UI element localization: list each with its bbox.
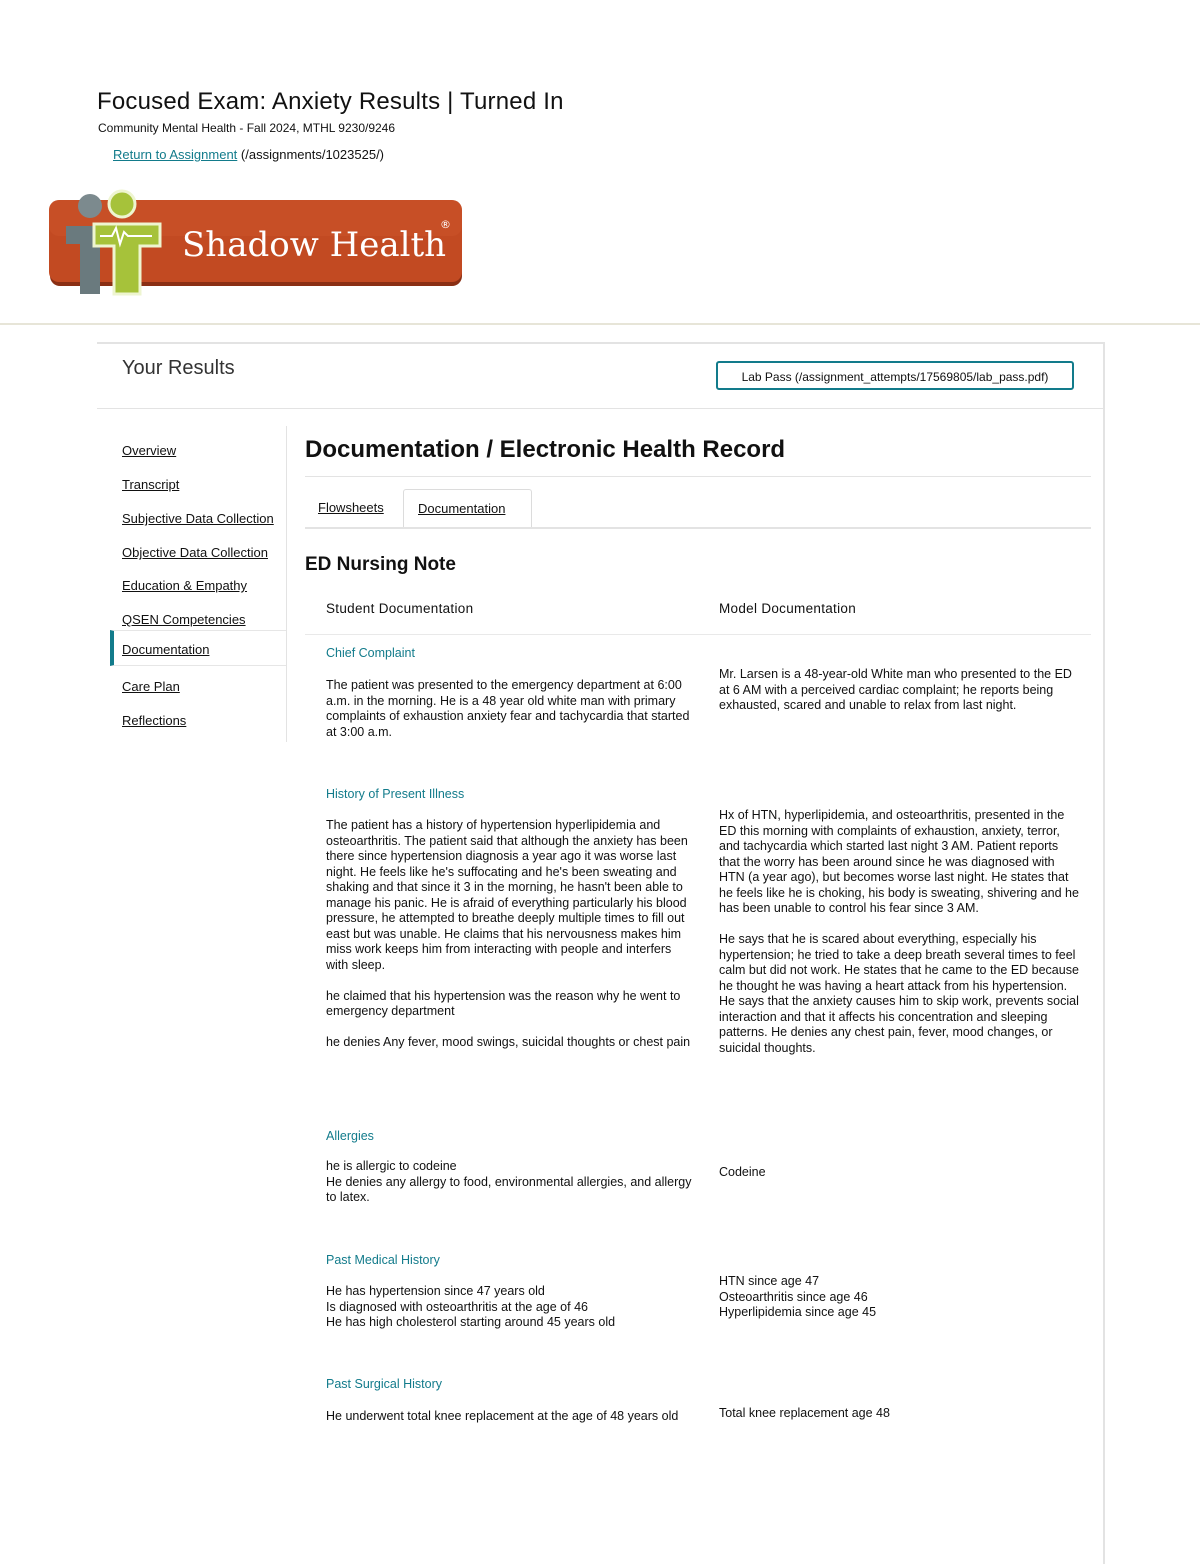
- student-hpi: The patient has a history of hypertension hyperlipidemia and osteoarthritis. The patient said that although the anxiety has been there since hypertension diagnosis a year ago it was worse last night. He feels like he's suffocating and he's been sweating and shaking and that since it 3 in the morning, he hasn't been able to manage his panic. He is afraid of everything particularly his blood pressure, he attempted to breathe deeply multiple times to fill out east but was unable. He claims that his nervousness makes him miss work keeps him from interacting with people and interfers with sleep. he claimed that his hypertension was the reason why he went to emergency department he denies Any fever, mood swings, suicidal thoughts or chest pain: [326, 818, 691, 1049]
- field-label-pmh: Past Medical History: [326, 1253, 440, 1267]
- model-psh: Total knee replacement age 48: [719, 1406, 890, 1420]
- sidebar-item-transcript[interactable]: [110, 465, 286, 499]
- sidebar-item-label: Reflections: [122, 713, 187, 728]
- sidebar-item-label: Care Plan: [122, 679, 180, 694]
- shadow-health-logo-icon: [46, 186, 466, 298]
- sidebar-item-reflections[interactable]: [110, 701, 286, 735]
- model-pmh: HTN since age 47 Osteoarthritis since age 46 Hyperlipidemia since age 45: [719, 1274, 877, 1319]
- sidebar-item-label: Documentation: [122, 642, 210, 657]
- tab-documentation[interactable]: [403, 489, 532, 527]
- column-divider: [305, 634, 1091, 635]
- sidebar-item-qsen[interactable]: [110, 600, 286, 634]
- sidebar-item-label: Overview: [122, 443, 177, 458]
- sidebar-item-documentation[interactable]: [110, 630, 286, 666]
- field-label-hpi: History of Present Illness: [326, 787, 465, 801]
- model-hpi: Hx of HTN, hyperlipidemia, and osteoarthritis, presented in the ED this morning with complaints of exhaustion, anxiety, terror, and tachycardia which started last night 3 AM. Patient reports that the worry has been around since he was diagnosed with HTN (a year ago), but becomes worse last night. He states that he feels like he is choking, his body is sweating, shivering and he has been unable to control his fear since 3 AM. He says that he is scared about everything, especially his hypertension; he tried to take a deep breath several times to feel calm but did not work. He states that he came to the ED because he thought he was having a heart attack from his hypertension. He says that the anxiety causes him to skip work, prevents social interaction and that it affects his concentration and sleeping patterns. He denies any chest pain, fever, mood changes, or suicidal thoughts.: [719, 808, 1079, 1055]
- tab-flowsheets[interactable]: [305, 489, 401, 527]
- title-divider: [305, 476, 1091, 477]
- documentation-title: Documentation / Electronic Health Record: [305, 436, 786, 463]
- header-divider: [0, 323, 1200, 325]
- column-header-student: Student Documentation: [326, 601, 474, 616]
- return-path: (/assignments/1023525/): [240, 147, 385, 162]
- registered-mark: ®: [440, 218, 451, 231]
- sidebar-item-label: QSEN Competencies: [122, 612, 246, 627]
- model-allergies: Codeine: [719, 1165, 766, 1179]
- student-allergies: he is allergic to codeine He denies any allergy to food, environmental allergies, and allergy to latex.: [326, 1159, 692, 1204]
- results-divider: [97, 408, 1103, 409]
- field-label-allergies: Allergies: [326, 1129, 374, 1143]
- student-psh: He underwent total knee replacement at the age of 48 years old: [326, 1409, 679, 1423]
- sidebar-item-label: Education & Empathy: [122, 578, 248, 593]
- course-subtitle: Community Mental Health - Fall 2024, MTHL 9230/9246: [98, 121, 396, 135]
- column-header-model: Model Documentation: [719, 601, 857, 616]
- model-chief-complaint: Mr. Larsen is a 48-year-old White man who presented to the ED at 6 AM with a perceived cardiac complaint; he reports being exhausted, scared and unable to relax from last night.: [719, 667, 1072, 712]
- sidebar-item-subjective-data[interactable]: [110, 499, 286, 533]
- field-label-psh: Past Surgical History: [326, 1377, 443, 1391]
- sidebar-item-label: Transcript: [122, 477, 180, 492]
- tab-label: Documentation: [418, 501, 506, 516]
- sidebar-item-overview[interactable]: [110, 431, 286, 465]
- your-results-title: Your Results: [122, 357, 235, 379]
- shadow-health-logo: [46, 186, 466, 298]
- lab-pass-button[interactable]: Lab Pass (/assignment_attempts/17569805/lab_pass.pdf): [716, 361, 1074, 390]
- page-title: Focused Exam: Anxiety Results | Turned In: [97, 88, 564, 115]
- logo-text: Shadow Health: [182, 225, 447, 265]
- student-pmh: He has hypertension since 47 years old Is diagnosed with osteoarthritis at the age of 46 He has high cholesterol starting around 45 years old: [326, 1284, 616, 1329]
- student-chief-complaint: The patient was presented to the emergency department at 6:00 a.m. in the morning. He is a 48 year old white man with primary complaints of exhaustion anxiety fear and tachycardia that started at 3:00 a.m.: [326, 678, 690, 739]
- sidebar-item-label: Objective Data Collection: [122, 545, 268, 560]
- tab-label: Flowsheets: [318, 500, 384, 515]
- field-label-chief-complaint: Chief Complaint: [326, 646, 415, 660]
- return-to-assignment: [113, 147, 384, 162]
- sidebar-nav: [110, 426, 287, 742]
- section-title: ED Nursing Note: [305, 554, 456, 575]
- sidebar-item-label: Subjective Data Collection: [122, 511, 274, 526]
- tabs-divider: [305, 527, 1091, 529]
- sidebar-item-education-empathy[interactable]: [110, 566, 286, 600]
- return-to-assignment-link[interactable]: Return to Assignment: [113, 147, 238, 162]
- sidebar-item-care-plan[interactable]: [110, 667, 286, 701]
- sidebar-item-objective-data[interactable]: [110, 533, 286, 567]
